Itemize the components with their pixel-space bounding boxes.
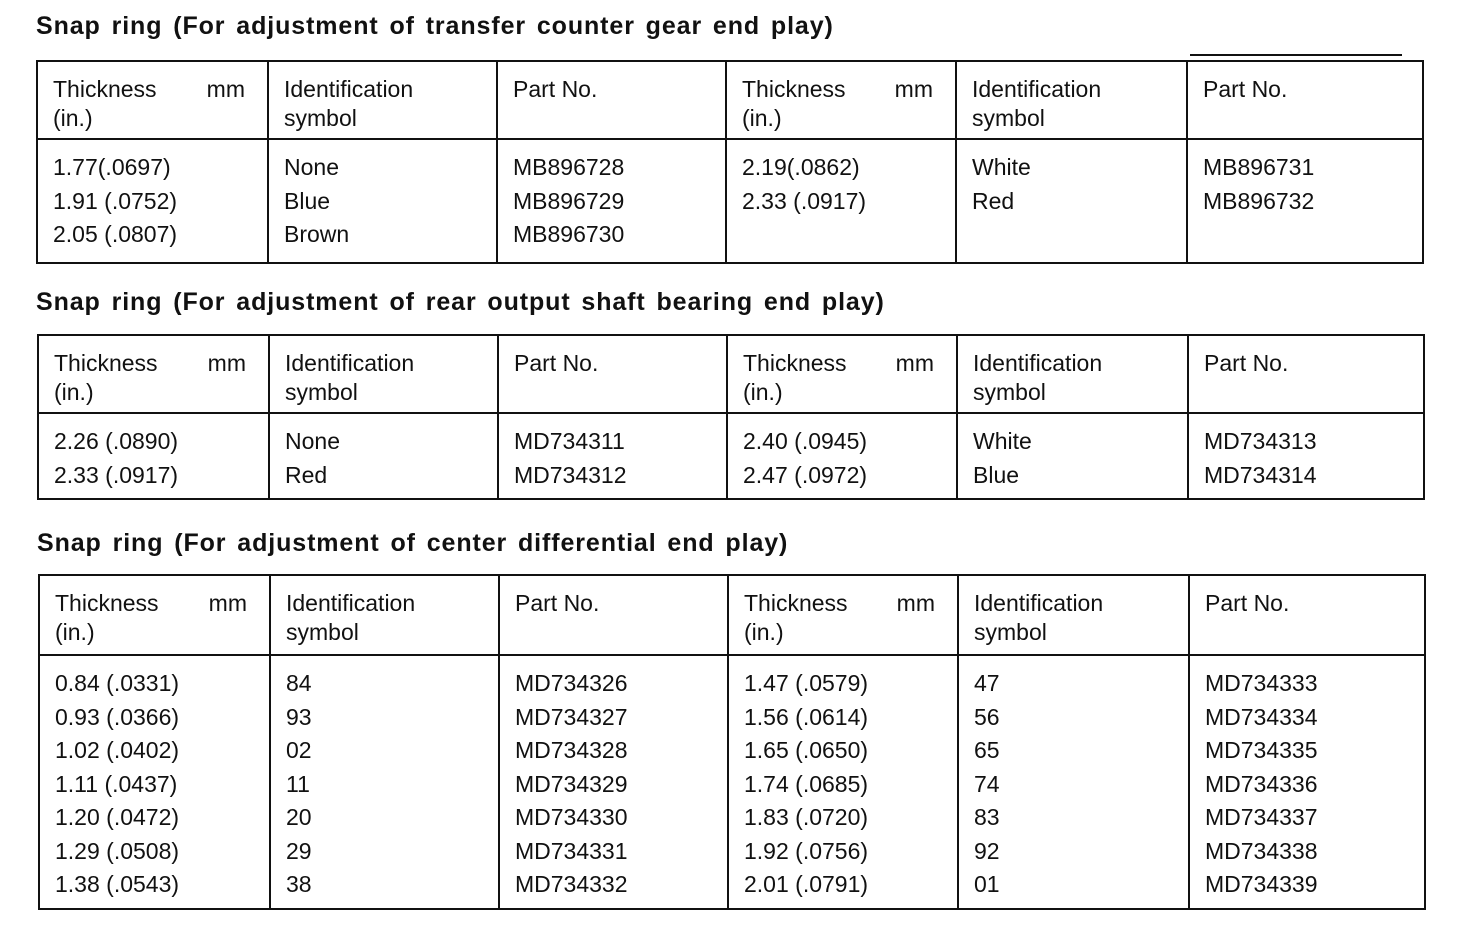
identification-symbol-value: 11	[286, 770, 310, 797]
part-number-value: MD734335	[1205, 737, 1318, 763]
symbol-label: symbol	[286, 619, 359, 645]
thickness-unit-in: (in.)	[55, 619, 95, 645]
part-number-value: MB896731	[1203, 154, 1315, 180]
identification-symbol-header	[957, 335, 1188, 413]
symbol-label: symbol	[974, 619, 1047, 645]
thickness-unit-mm: mm	[894, 76, 933, 102]
thickness-unit-in: (in.)	[54, 379, 94, 405]
part-no-label: Part No.	[1203, 76, 1288, 102]
stray-rule	[1190, 54, 1402, 56]
part-number-value: MD734327	[515, 703, 628, 730]
identification-symbol-value: White	[973, 428, 1032, 454]
thickness-cell	[728, 655, 958, 909]
thickness-label: Thickness	[744, 590, 848, 616]
table-row	[38, 413, 1424, 499]
part-number-value: MD734334	[1205, 703, 1318, 730]
thickness-value: 2.33 (.0917)	[54, 461, 179, 488]
part-no-header	[499, 575, 728, 655]
thickness-label: Thickness	[743, 350, 847, 376]
identification-symbol-header	[958, 575, 1189, 655]
thickness-unit-in: (in.)	[742, 105, 782, 131]
identification-label: Identification	[284, 76, 414, 102]
thickness-label: Thickness	[742, 76, 846, 102]
identification-symbol-value: 38	[286, 871, 312, 897]
thickness-value: 2.40 (.0945)	[743, 428, 868, 454]
part-number-value: MD734311	[514, 428, 625, 454]
section-title: Snap ring (For adjustment of rear output shaft bearing end play)	[36, 288, 885, 316]
identification-label: Identification	[973, 350, 1103, 376]
thickness-label: Thickness	[53, 76, 157, 102]
part-number-value: MB896730	[513, 221, 625, 247]
snap-ring-table	[38, 574, 1426, 910]
identification-symbol-value: Red	[972, 187, 1015, 214]
section-title: Snap ring (For adjustment of transfer counter gear end play)	[36, 12, 834, 40]
part-no-header	[1188, 335, 1424, 413]
identification-symbol-value: 92	[974, 837, 1000, 864]
symbol-label: symbol	[284, 105, 357, 131]
identification-symbol-cell	[956, 139, 1187, 263]
identification-symbol-header	[956, 61, 1187, 139]
identification-symbol-value: Red	[285, 461, 328, 488]
identification-symbol-cell	[270, 655, 499, 909]
identification-symbol-value: White	[972, 154, 1031, 180]
identification-symbol-value: 01	[974, 871, 1000, 897]
thickness-unit-mm: mm	[896, 590, 935, 616]
identification-symbol-value: None	[285, 428, 340, 454]
thickness-value: 1.91 (.0752)	[53, 187, 178, 214]
header-row	[37, 61, 1423, 139]
part-no-cell	[1188, 413, 1424, 499]
part-number-value: MD734330	[515, 804, 628, 830]
symbol-label: symbol	[972, 105, 1045, 131]
part-number-value: MD734328	[515, 737, 628, 763]
identification-symbol-cell	[268, 139, 497, 263]
thickness-value: 0.93 (.0366)	[55, 703, 180, 730]
part-no-cell	[1189, 655, 1425, 909]
thickness-value: 1.74 (.0685)	[744, 770, 869, 797]
identification-symbol-cell	[269, 413, 498, 499]
part-no-cell	[498, 413, 727, 499]
thickness-label: Thickness	[54, 350, 158, 376]
thickness-header	[37, 61, 268, 139]
snap-ring-table	[37, 334, 1425, 500]
thickness-value: 1.38 (.0543)	[55, 871, 180, 897]
identification-symbol-header	[268, 61, 497, 139]
part-number-value: MD734312	[514, 461, 627, 488]
thickness-unit-mm: mm	[208, 590, 247, 616]
thickness-value: 1.11 (.0437)	[55, 770, 178, 797]
part-no-label: Part No.	[515, 590, 600, 616]
table-row	[37, 139, 1423, 263]
header-row	[39, 575, 1425, 655]
thickness-value: 2.05 (.0807)	[53, 221, 178, 247]
part-number-value: MD734329	[515, 770, 628, 797]
identification-label: Identification	[974, 590, 1104, 616]
thickness-header	[38, 335, 269, 413]
thickness-cell	[37, 139, 268, 263]
part-number-value: MD734331	[515, 837, 628, 864]
identification-symbol-value: None	[284, 154, 339, 180]
thickness-value: 1.77(.0697)	[53, 154, 171, 180]
thickness-header	[728, 575, 958, 655]
thickness-value: 2.33 (.0917)	[742, 187, 867, 214]
thickness-unit-mm: mm	[206, 76, 245, 102]
part-no-cell	[1187, 139, 1423, 263]
part-number-value: MD734332	[515, 871, 628, 897]
part-number-value: MD734338	[1205, 837, 1318, 864]
part-number-value: MD734339	[1205, 871, 1318, 897]
identification-symbol-value: 47	[974, 670, 1000, 696]
part-no-header	[497, 61, 726, 139]
thickness-value: 1.02 (.0402)	[55, 737, 180, 763]
identification-symbol-value: 29	[286, 837, 312, 864]
thickness-value: 1.29 (.0508)	[55, 837, 180, 864]
thickness-unit-mm: mm	[207, 350, 246, 376]
identification-symbol-value: 65	[974, 737, 1000, 763]
identification-label: Identification	[972, 76, 1102, 102]
thickness-label: Thickness	[55, 590, 159, 616]
part-number-value: MD734314	[1204, 461, 1317, 488]
thickness-value: 1.47 (.0579)	[744, 670, 869, 696]
identification-symbol-cell	[957, 413, 1188, 499]
part-no-label: Part No.	[513, 76, 598, 102]
part-no-label: Part No.	[514, 350, 599, 376]
thickness-unit-in: (in.)	[743, 379, 783, 405]
thickness-value: 1.83 (.0720)	[744, 804, 869, 830]
identification-symbol-value: 74	[974, 770, 1000, 797]
thickness-unit-in: (in.)	[744, 619, 784, 645]
identification-symbol-value: Brown	[284, 221, 350, 247]
header-row	[38, 335, 1424, 413]
thickness-value: 0.84 (.0331)	[55, 670, 180, 696]
identification-label: Identification	[285, 350, 415, 376]
identification-symbol-value: 56	[974, 703, 1000, 730]
part-no-cell	[497, 139, 726, 263]
part-number-value: MD734326	[515, 670, 628, 696]
thickness-header	[726, 61, 956, 139]
identification-symbol-value: Blue	[284, 187, 331, 214]
part-number-value: MD734337	[1205, 804, 1318, 830]
thickness-value: 1.56 (.0614)	[744, 703, 869, 730]
thickness-unit-mm: mm	[895, 350, 934, 376]
thickness-value: 1.92 (.0756)	[744, 837, 869, 864]
identification-symbol-value: 83	[974, 804, 1000, 830]
part-number-value: MD734313	[1204, 428, 1317, 454]
thickness-value: 2.47 (.0972)	[743, 461, 868, 488]
thickness-value: 1.65 (.0650)	[744, 737, 869, 763]
thickness-header	[727, 335, 957, 413]
thickness-value: 2.19(.0862)	[742, 154, 860, 180]
thickness-header	[39, 575, 270, 655]
section-title: Snap ring (For adjustment of center differential end play)	[37, 529, 789, 557]
thickness-unit-in: (in.)	[53, 105, 93, 131]
snap-ring-table	[36, 60, 1424, 264]
part-no-header	[1189, 575, 1425, 655]
identification-symbol-header	[270, 575, 499, 655]
part-number-value: MB896728	[513, 154, 625, 180]
identification-symbol-value: 84	[286, 670, 312, 696]
identification-symbol-cell	[958, 655, 1189, 909]
table-row	[39, 655, 1425, 909]
thickness-cell	[39, 655, 270, 909]
part-number-value: MD734336	[1205, 770, 1318, 797]
identification-symbol-value: Blue	[973, 461, 1020, 488]
thickness-value: 2.01 (.0791)	[744, 871, 869, 897]
identification-symbol-value: 20	[286, 804, 312, 830]
part-number-value: MB896732	[1203, 187, 1315, 214]
identification-label: Identification	[286, 590, 416, 616]
part-no-header	[1187, 61, 1423, 139]
identification-symbol-value: 02	[286, 737, 312, 763]
thickness-cell	[38, 413, 269, 499]
thickness-cell	[727, 413, 957, 499]
symbol-label: symbol	[973, 379, 1046, 405]
thickness-value: 1.20 (.0472)	[55, 804, 180, 830]
part-no-header	[498, 335, 727, 413]
part-no-label: Part No.	[1204, 350, 1289, 376]
thickness-cell	[726, 139, 956, 263]
thickness-value: 2.26 (.0890)	[54, 428, 179, 454]
part-number-value: MD734333	[1205, 670, 1318, 696]
part-no-label: Part No.	[1205, 590, 1290, 616]
identification-symbol-header	[269, 335, 498, 413]
part-number-value: MB896729	[513, 187, 625, 214]
symbol-label: symbol	[285, 379, 358, 405]
part-no-cell	[499, 655, 728, 909]
identification-symbol-value: 93	[286, 703, 312, 730]
